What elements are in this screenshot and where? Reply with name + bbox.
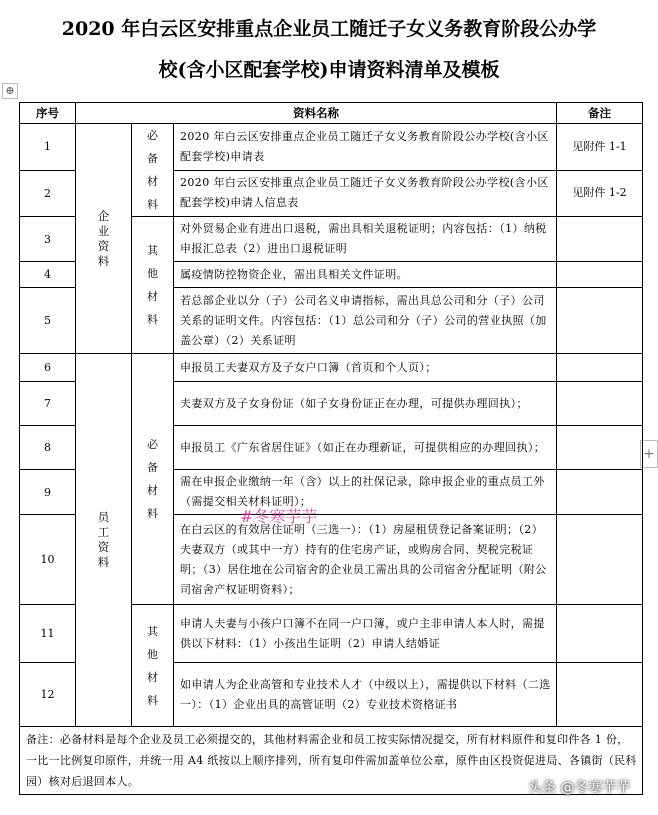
row-number: 12 xyxy=(20,663,76,727)
watermark-overlay: #冬寒芋芋 xyxy=(240,507,318,526)
row-number: 8 xyxy=(20,426,76,470)
row-description: 申报员工夫妻双方及子女户口簿（首页和个人页）； xyxy=(174,354,557,382)
subgroup-required xyxy=(132,124,174,217)
group-label: 员工资料 xyxy=(97,510,110,569)
row-note xyxy=(557,382,643,426)
materials-table xyxy=(19,102,643,795)
row-number: 9 xyxy=(20,470,76,515)
row-number: 10 xyxy=(20,515,76,605)
row-note xyxy=(557,426,643,470)
row-number: 6 xyxy=(20,354,76,382)
row-description: 若总部企业以分（子）公司名义申请指标，需出具总公司和分（子）公司关系的证明文件。内容包括：（1）总公司和分（子）公司的营业执照（加盖公章）（2）关系证明 xyxy=(174,288,557,354)
row-description: 申报员工《广东省居住证》（如正在办理新证，可提供相应的办理回执）； xyxy=(174,426,557,470)
subgroup-label: 其他材料 xyxy=(147,244,158,326)
row-note xyxy=(557,288,643,354)
row-description: 2020 年白云区安排重点企业员工随迁子女义务教育阶段公办学校(含小区配套学校)申请表 xyxy=(174,124,557,171)
row-description: 在白云区的有效居住证明（三选一）：（1）房屋租赁登记备案证明；（2）夫妻双方（或其中一方）持有的住宅房产证，或购房合同、契税完税证明；（3）居住地在公司宿舍的企业员工需出具的公司宿舍分配证明（附公司宿舍产权证明资料）； xyxy=(174,515,557,605)
row-description: 需在申报企业缴纳一年（含）以上的社保记录，除申报企业的重点员工外（需提交相关材料证明）； xyxy=(174,470,557,515)
row-description: 属疫情防控物资企业，需出具相关文件证明。 xyxy=(174,262,557,288)
header-name: 资料名称 xyxy=(76,103,557,124)
row-description: 申请人夫妻与小孩户口簿不在同一户口簿，或户主非申请人本人时，需提供以下材料：（1）小孩出生证明（2）申请人结婚证 xyxy=(174,605,557,663)
group-label: 企业资料 xyxy=(97,208,110,268)
header-seq: 序号 xyxy=(20,103,76,124)
row-description: 如申请人为企业高管和专业技术人才（中级以上），需提供以下材料（二选一）：（1）企业出具的高管证明（2）专业技术资格证书 xyxy=(174,663,557,727)
row-note xyxy=(557,217,643,262)
group-employee-materials xyxy=(76,354,132,727)
subgroup-other xyxy=(132,605,174,727)
row-number: 1 xyxy=(20,124,76,171)
subgroup-label: 必备材料 xyxy=(147,438,158,520)
document-title-line1: 2020 年白云区安排重点企业员工随迁子女义务教育阶段公办学 xyxy=(61,18,597,40)
row-number: 3 xyxy=(20,217,76,262)
row-number: 7 xyxy=(20,382,76,426)
row-note xyxy=(557,515,643,605)
document-title-line2: 校(含小区配套学校)申请资料清单及模板 xyxy=(158,59,500,81)
row-number: 2 xyxy=(20,170,76,217)
table-move-handle-icon[interactable]: ⊕ xyxy=(2,83,18,99)
row-number: 11 xyxy=(20,605,76,663)
row-number: 5 xyxy=(20,288,76,354)
footer-note: 备注：必备材料是每个企业及员工必须提交的，其他材料需企业和员工按实际情况提交，所有材料原件和复印件各 1 份，一比一比例复印原件，并统一用 A4 纸按以上顺序排列，所有复印件需加盖单位公章，原件由区投资促进局、各镇街（民科园）核对后退回本人。 xyxy=(20,727,643,795)
row-note: 见附件 1-1 xyxy=(557,124,643,171)
row-description: 夫妻双方及子女身份证（如子女身份证正在办理，可提供办理回执）； xyxy=(174,382,557,426)
row-note: 见附件 1-2 xyxy=(557,170,643,217)
subgroup-other xyxy=(132,217,174,354)
table-row xyxy=(20,124,643,171)
add-column-button[interactable]: + xyxy=(640,440,658,468)
subgroup-label: 其他材料 xyxy=(147,624,158,707)
row-note xyxy=(557,605,643,663)
group-company-materials xyxy=(76,124,132,354)
row-description: 对外贸易企业有进出口退税，需出具相关退税证明；内容包括：（1）纳税申报汇总表（2）进出口退税证明 xyxy=(174,217,557,262)
subgroup-required xyxy=(132,354,174,605)
row-description: 2020 年白云区安排重点企业员工随迁子女义务教育阶段公办学校(含小区配套学校)申请人信息表 xyxy=(174,170,557,217)
row-note xyxy=(557,663,643,727)
table-header-row xyxy=(20,103,643,124)
corner-watermark: 头条 @冬寒芋芋 xyxy=(528,780,631,796)
row-note xyxy=(557,262,643,288)
row-note xyxy=(557,354,643,382)
row-number: 4 xyxy=(20,262,76,288)
subgroup-label: 必备材料 xyxy=(147,129,158,211)
header-note: 备注 xyxy=(557,103,643,124)
table-row xyxy=(20,354,643,382)
row-note xyxy=(557,470,643,515)
